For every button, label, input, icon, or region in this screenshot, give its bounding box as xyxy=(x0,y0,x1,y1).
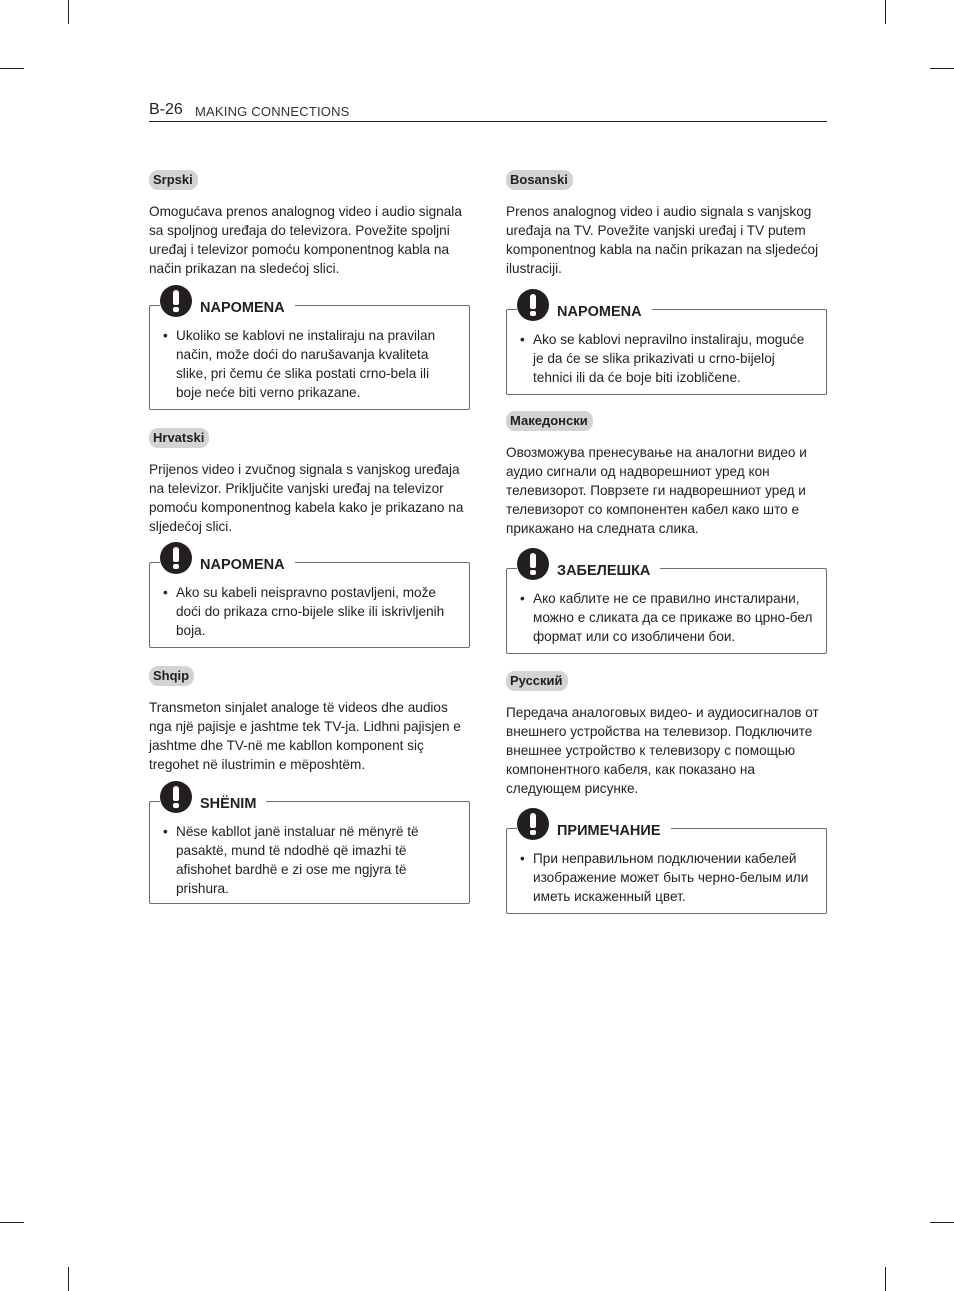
note-item: • При неправильном подключении кабелей изображение может быть черно-белым или иметь искаженный цвет. xyxy=(533,849,814,906)
note-box xyxy=(506,304,827,395)
note-title: NAPOMENA xyxy=(557,304,642,320)
page-header xyxy=(149,99,827,123)
note-title: SHËNIM xyxy=(200,796,257,812)
note-header xyxy=(517,547,660,581)
crop-mark xyxy=(0,1222,24,1223)
note-header xyxy=(160,541,295,575)
exclamation-icon xyxy=(517,289,549,321)
note-box xyxy=(506,823,827,914)
header-rule xyxy=(149,121,827,122)
note-header xyxy=(160,780,266,814)
note-box xyxy=(149,300,470,410)
section-text: Transmeton sinjalet analoge të videos dhe audios nga një pajisje e jashtme tek TV-ja. Lidhni pajisjen e jashtme dhe TV-në me kabllon komponent siç tregohet në ilustrimin e mëposhtëm. xyxy=(149,700,461,772)
note-title: NAPOMENA xyxy=(200,300,285,316)
exclamation-icon xyxy=(160,542,192,574)
note-header xyxy=(160,284,295,318)
note-item: • Nëse kabllot janë instaluar në mënyrë të pasaktë, mund të ndodhë që imazhi të afishohet bardhë e zi ose me ngjyra të prishura. xyxy=(176,822,457,898)
crop-mark xyxy=(930,68,954,69)
language-tag: Srpski xyxy=(149,170,198,190)
exclamation-icon xyxy=(160,285,192,317)
section-text: Prijenos video i zvučnog signala s vanjskog uređaja na televizor. Priključite vanjski uređaj na televizor pomoću komponentnog kabela kako je prikazano na sljedećoj slici. xyxy=(149,462,464,534)
crop-mark xyxy=(68,1267,69,1291)
section-text: Omogućava prenos analognog video i audio signala sa spoljnog uređaja do televizora. Povežite spoljni uređaj i televizor pomoću komponentnog kabla na način prikazan na sledećoj slici. xyxy=(149,204,462,276)
crop-mark xyxy=(68,0,69,24)
crop-mark xyxy=(930,1222,954,1223)
section-text: Овозможува пренесување на аналогни видео и аудио сигнали од надворешниот уред кон телевизорот. Поврзете ги надворешниот уред и телевизорот со компонентен кабел како што е прикажано на следната слика. xyxy=(506,445,807,536)
language-tag: Русский xyxy=(506,671,568,691)
note-title: ЗАБЕЛЕШКА xyxy=(557,563,651,579)
note-item: • Ако каблите не се правилно инсталирани, можно е сликата да се прикаже во црно-бел формат или со изобличени бои. xyxy=(533,589,814,646)
note-item: • Ukoliko se kablovi ne instaliraju na pravilan način, može doći do narušavanja kvaliteta slike, pri čemu će slika postati crno-bela ili boje neće biti verno prikazane. xyxy=(176,326,457,402)
exclamation-icon xyxy=(517,548,549,580)
language-tag: Bosanski xyxy=(506,170,573,190)
note-title: ПРИМЕЧАНИЕ xyxy=(557,823,661,839)
language-tag: Shqip xyxy=(149,666,194,686)
language-tag: Македонски xyxy=(506,411,593,431)
section-text: Передача аналоговых видео- и аудиосигналов от внешнего устройства на телевизор. Подключите внешнее устройство к телевизору с помощью компонентного кабеля, как показано на следующем рисунке. xyxy=(506,705,819,796)
note-box xyxy=(149,796,470,904)
note-header xyxy=(517,288,652,322)
crop-mark xyxy=(885,1267,886,1291)
exclamation-icon xyxy=(160,781,192,813)
exclamation-icon xyxy=(517,808,549,840)
note-header xyxy=(517,807,671,841)
note-item: • Ako se kablovi nepravilno instaliraju, moguće je da će se slika prikazivati u crno-bijeloj tehnici ili da će boje biti izobličene. xyxy=(533,330,814,387)
note-box xyxy=(149,557,470,648)
language-tag: Hrvatski xyxy=(149,428,209,448)
note-title: NAPOMENA xyxy=(200,557,285,573)
page-number: B-26 xyxy=(149,101,183,118)
crop-mark xyxy=(885,0,886,24)
crop-mark xyxy=(0,68,24,69)
section-title: MAKING CONNECTIONS xyxy=(195,104,350,119)
note-item: • Ako su kabeli neispravno postavljeni, može doći do prikaza crno-bijele slike ili iskrivljenih boja. xyxy=(176,583,457,640)
note-box xyxy=(506,563,827,654)
section-text: Prenos analognog video i audio signala s vanjskog uređaja na TV. Povežite vanjski uređaj i TV putem komponentnog kabla na način prikazan na sljedećoj ilustraciji. xyxy=(506,204,819,276)
